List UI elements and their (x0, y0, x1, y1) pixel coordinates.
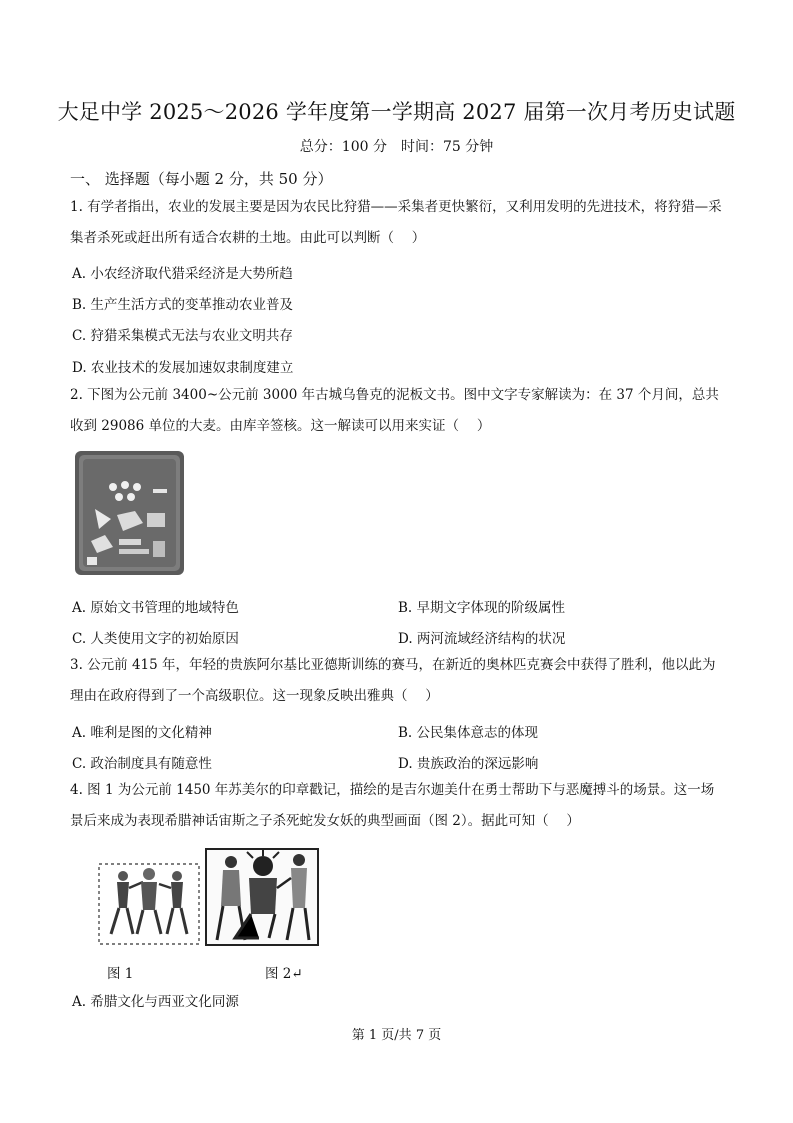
section-heading: 一、 选择题（每小题 2 分，共 50 分） (70, 170, 333, 188)
greek-myth-image (205, 848, 319, 946)
question-2-option-a: A. 原始文书管理的地域特色 (72, 600, 239, 616)
question-2-option-b: B. 早期文字体现的阶级属性 (398, 600, 566, 616)
question-1-option-b: B. 生产生活方式的变革推动农业普及 (72, 297, 294, 313)
sumerian-seal-image (97, 862, 201, 946)
figure-1-caption: 图 1 (107, 966, 134, 982)
question-4-option-a: A. 希腊文化与西亚文化同源 (72, 994, 239, 1010)
question-1-option-c: C. 狩猎采集模式无法与农业文明共存 (72, 328, 293, 344)
question-1-option-d: D. 农业技术的发展加速奴隶制度建立 (72, 360, 294, 376)
page-number: 第 1 页/共 7 页 (351, 1028, 442, 1043)
figure-2-caption: 图 2↵ (265, 966, 303, 982)
page-title: 大足中学 2025～2026 学年度第一学期高 2027 届第一次月考历史试题 (57, 100, 736, 124)
question-3-stem: 3. 公元前 415 年，年轻的贵族阿尔基比亚德斯训练的赛马，在新近的奥林匹克赛会中获得了胜利，他以此为理由在政府得到了一个高级职位。这一现象反映出雅典（ ） (70, 657, 716, 704)
question-4-stem: 4. 图 1 为公元前 1450 年苏美尔的印章戳记，描绘的是吉尔迦美什在勇士帮助下与恶魔搏斗的场景。这一场景后来成为表现希腊神话宙斯之子杀死蛇发女妖的典型画面（图 2）。据此可知（ ） (70, 782, 715, 829)
score-time-line: 总分：100 分 时间：75 分钟 (299, 139, 494, 155)
question-2-option-c: C. 人类使用文字的初始原因 (72, 631, 239, 647)
question-1-option-a: A. 小农经济取代猎采经济是大势所趋 (72, 266, 293, 282)
question-3-option-a: A. 唯利是图的文化精神 (72, 725, 212, 741)
question-3-option-c: C. 政治制度具有随意性 (72, 756, 212, 772)
question-3-option-d: D. 贵族政治的深远影响 (398, 756, 539, 772)
clay-tablet-image (73, 449, 186, 577)
question-2-option-d: D. 两河流域经济结构的状况 (398, 631, 566, 647)
question-3-option-b: B. 公民集体意志的体现 (398, 725, 539, 741)
question-2-stem: 2. 下图为公元前 3400~公元前 3000 年古城乌鲁克的泥板文书。图中文字专家解读为：在 37 个月间，总共收到 29086 单位的大麦。由库辛签核。这一解读可以用来实证（ ） (70, 387, 719, 434)
question-1-stem: 1. 有学者指出，农业的发展主要是因为农民比狩猎——采集者更快繁衍，又利用发明的先进技术，将狩猎—采集者杀死或赶出所有适合农耕的土地。由此可以判断（ ） (70, 199, 722, 246)
